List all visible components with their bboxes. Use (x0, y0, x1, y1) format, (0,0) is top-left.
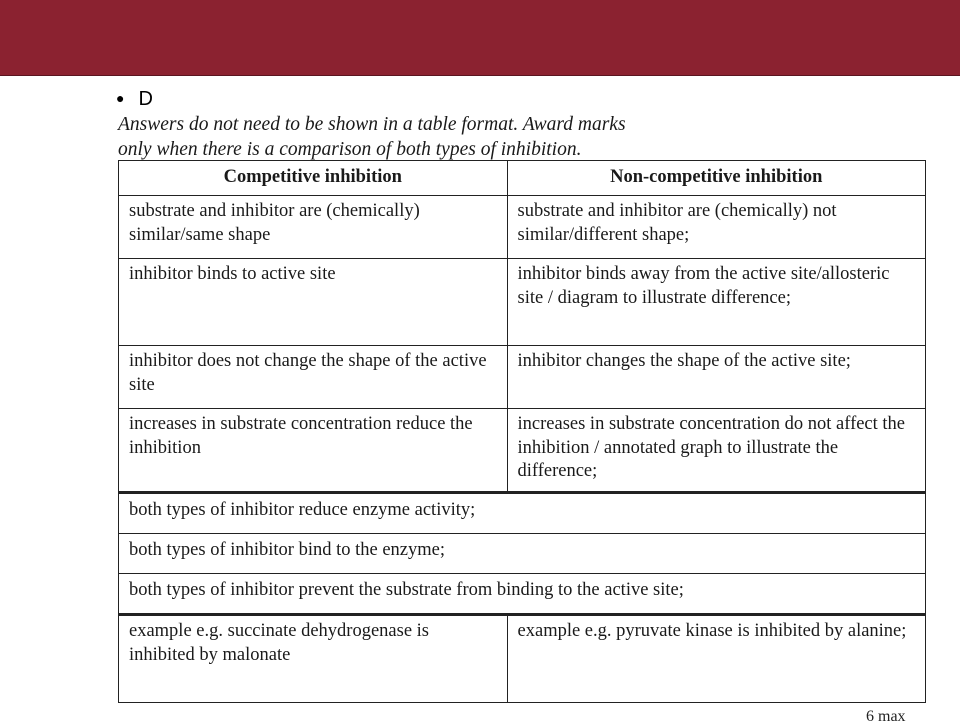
table-row (119, 196, 926, 259)
intro-line: Answers do not need to be shown in a table format. Award marks (118, 114, 626, 135)
header-noncompetitive: Non-competitive inhibition (507, 161, 925, 196)
both-row (119, 493, 926, 534)
competitive-cell: substrate and inhibitor are (chemically) similar/same shape (119, 196, 508, 259)
markscheme-table (118, 160, 926, 703)
noncompetitive-cell: inhibitor binds away from the active site/allosteric site / diagram to illustrate difference; (507, 259, 925, 346)
both-cell: both types of inhibitor bind to the enzyme; (119, 534, 926, 574)
intro-note (118, 112, 818, 162)
competitive-cell: increases in substrate concentration reduce the inhibition (119, 409, 508, 493)
title-banner (0, 0, 960, 76)
noncompetitive-cell: increases in substrate concentration do not affect the inhibition / annotated graph to illustrate the difference; (507, 409, 925, 493)
table-row (119, 259, 926, 346)
max-marks-note: 6 max (866, 708, 906, 725)
bullet-text: D (138, 88, 153, 110)
bullet-item (116, 88, 153, 111)
example-competitive: example e.g. succinate dehydrogenase is inhibited by malonate (119, 615, 508, 703)
bullet-dot: ● (116, 90, 125, 106)
intro-line: only when there is a comparison of both types of inhibition. (118, 139, 582, 160)
both-row (119, 574, 926, 615)
table-row (119, 346, 926, 409)
header-competitive: Competitive inhibition (119, 161, 508, 196)
noncompetitive-cell: inhibitor changes the shape of the active site; (507, 346, 925, 409)
example-noncompetitive: example e.g. pyruvate kinase is inhibited by alanine; (507, 615, 925, 703)
noncompetitive-cell: substrate and inhibitor are (chemically) not similar/different shape; (507, 196, 925, 259)
competitive-cell: inhibitor does not change the shape of the active site (119, 346, 508, 409)
both-row (119, 534, 926, 574)
competitive-cell: inhibitor binds to active site (119, 259, 508, 346)
table-row (119, 409, 926, 493)
example-row (119, 615, 926, 703)
both-cell: both types of inhibitor reduce enzyme activity; (119, 493, 926, 534)
header-row (119, 161, 926, 196)
both-cell: both types of inhibitor prevent the substrate from binding to the active site; (119, 574, 926, 615)
